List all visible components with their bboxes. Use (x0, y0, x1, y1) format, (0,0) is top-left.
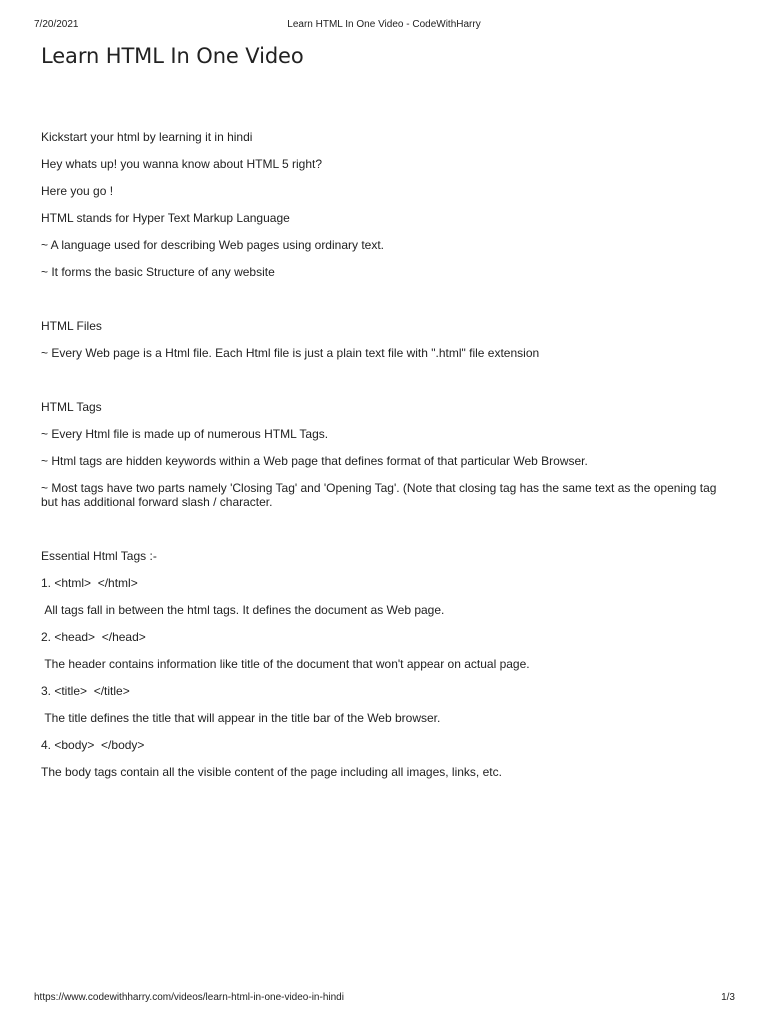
essential-tags-section (41, 549, 731, 779)
spacer (41, 373, 731, 400)
section-heading: HTML Files (41, 319, 102, 333)
paragraph: ~ It forms the basic Structure of any website (41, 265, 275, 279)
tag-description: All tags fall in between the html tags. It defines the document as Web page. (41, 603, 445, 617)
paragraph: Kickstart your html by learning it in hindi (41, 130, 253, 144)
paragraph: ~ Every Html file is made up of numerous HTML Tags. (41, 427, 329, 441)
section-heading: Essential Html Tags :- (41, 549, 157, 563)
paragraph: Hey whats up! you wanna know about HTML 5 right? (41, 157, 323, 171)
intro-section (41, 130, 731, 279)
print-url: https://www.codewithharry.com/videos/learn-html-in-one-video-in-hindi (34, 992, 344, 1003)
tag-description: The body tags contain all the visible content of the page including all images, links, etc. (41, 765, 502, 779)
paragraph: ~ A language used for describing Web pages using ordinary text. (41, 238, 385, 252)
page-title: Learn HTML In One Video (41, 44, 304, 68)
paragraph: ~ Every Web page is a Html file. Each Html file is just a plain text file with ".html" file extension (41, 346, 540, 360)
paragraph: Here you go ! (41, 184, 114, 198)
tag-description: The header contains information like title of the document that won't appear on actual page. (41, 657, 530, 671)
tag-item: 1. <html> </html> (41, 576, 138, 590)
page-number: 1/3 (721, 992, 735, 1003)
tag-item: 3. <title> </title> (41, 684, 130, 698)
section-heading: HTML Tags (41, 400, 102, 414)
paragraph: HTML stands for Hyper Text Markup Language (41, 211, 290, 225)
article-body (41, 130, 731, 792)
tag-item: 2. <head> </head> (41, 630, 146, 644)
tag-item: 4. <body> </body> (41, 738, 145, 752)
paragraph: ~ Html tags are hidden keywords within a Web page that defines format of that particular Web Browser. (41, 454, 588, 468)
paragraph: ~ Most tags have two parts namely 'Closing Tag' and 'Opening Tag'. (Note that closing tag has the same text as the opening tag but has additional forward slash / character. (41, 481, 720, 509)
print-document-title: Learn HTML In One Video - CodeWithHarry (287, 19, 481, 30)
tag-description: The title defines the title that will appear in the title bar of the Web browser. (41, 711, 441, 725)
spacer (41, 292, 731, 319)
spacer (41, 522, 731, 549)
html-files-section (41, 319, 731, 360)
print-header (34, 19, 734, 31)
html-tags-section (41, 400, 731, 509)
print-footer (34, 992, 735, 1004)
print-date: 7/20/2021 (34, 19, 79, 30)
